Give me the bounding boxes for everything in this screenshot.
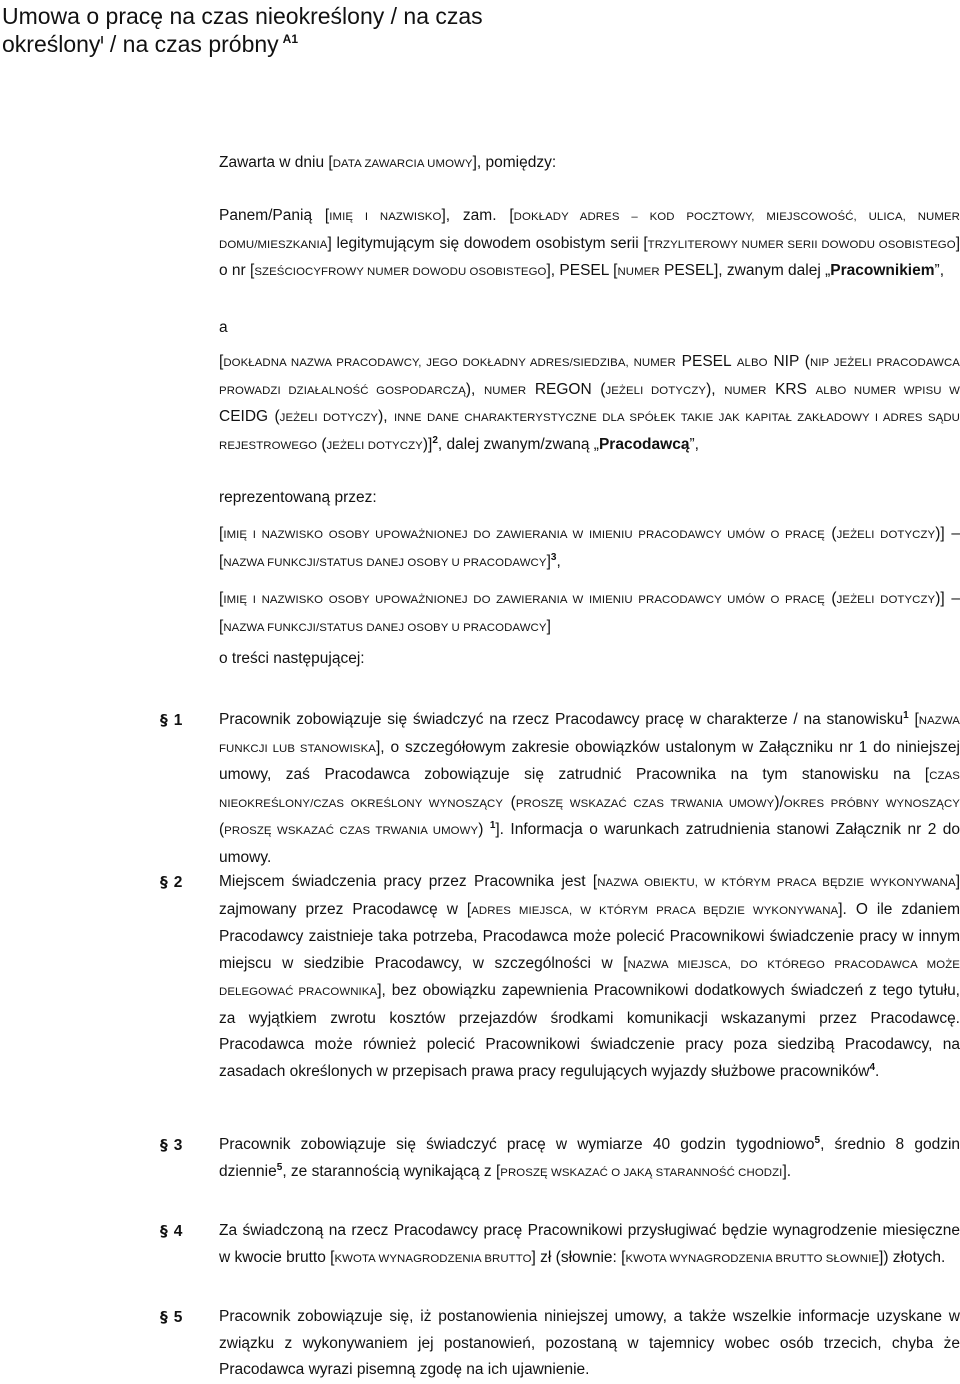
section-number-5 [160, 1304, 212, 1332]
section-number-4 [160, 1218, 212, 1246]
content-intro: o treści następującej: [219, 650, 365, 667]
footnote-ref: 4 [869, 1061, 876, 1073]
placeholder-text: IMIĘ I NAZWISKO OSOBY UPOWAŻNIONEJ DO ZAWIERANIA W IMIENIU PRACODAWCY UMÓW O PRACĘ [223, 529, 825, 541]
placeholder-text: NAZWA FUNKCJI/STATUS DANEJ OSOBY U PRACODAWCY [223, 621, 547, 634]
placeholder-text: JEŻELI DOTYCZY [836, 529, 936, 541]
placeholder-text: JEŻELI DOTYCZY [279, 412, 379, 424]
title-footnote-i: I [100, 34, 104, 47]
body-text: , średnio 8 godzin dziennie [219, 1136, 960, 1180]
placeholder-text: PROSZĘ WSKAZAĆ CZAS TRWANIA UMOWY [515, 797, 775, 810]
concluded-text-end: ], pomiędzy: [472, 154, 557, 171]
body-text: Miejscem świadczenia pracy przez Pracownika jest [ [219, 873, 598, 890]
placeholder-text: ALBO [736, 357, 768, 369]
body-text: [ [219, 353, 224, 370]
placeholder-text: INNE DANE CHARAKTERYSTYCZNE DLA SPÓŁEK TAKIE JAK KAPITAŁ ZAKŁADOWY I ADRES SĄDU REJESTROWEGO [219, 412, 960, 452]
title-line-2-rest: / na czas próbny [103, 31, 279, 57]
section-number-1 [160, 707, 212, 735]
body-text: ] legitymującym się dowodem osobistym serii [ [327, 234, 648, 252]
body-text: ( [824, 590, 837, 607]
representative-1-footnote: 3 [550, 551, 557, 563]
placeholder-text: KWOTA WYNAGRODZENIA BRUTTO SŁOWNIE [625, 1252, 880, 1265]
section-number: 1 [173, 712, 183, 729]
section-symbol: § [160, 1222, 168, 1240]
date-placeholder: DATA ZAWARCIA UMOWY [332, 158, 473, 170]
body-text: )] – [ [219, 525, 960, 570]
body-text: KRS [766, 380, 816, 398]
section-3-text [219, 1132, 960, 1186]
body-text: ], bez obowiązku zapewnienia Pracownikowi dodatkowych świadczeń z tego tytułu, za wyjątkiem zwrotu kosztów przejazdów środkami komunikacji wskazanymi przez Pracodawcę. Pracodawca może również polecić Pracownikowi świadczenie pracy poza siedzibą Pracodawcy, na zasadach określonych w przepisach prawa pracy regulujących wyjazdy służbowe pracowników [219, 982, 960, 1080]
placeholder-text: TRZYLITEROWY NUMER SERII DOWODU OSOBISTEGO [647, 238, 956, 251]
section-symbol: § [160, 1136, 168, 1154]
title-line-2: określony [2, 31, 101, 57]
placeholder-text: OKRES PRÓBNY WYNOSZĄCY [783, 797, 960, 810]
placeholder-text: DOKŁADNA NAZWA PRACODAWCY, JEGO DOKŁADNY ADRES/SIEDZIBA, NUMER [223, 357, 676, 369]
placeholder-text: JEŻELI DOTYCZY [836, 594, 936, 606]
body-text: Za świadczoną na rzecz Pracodawcy pracę Pracownikowi przysługiwać będzie wynagrodzenie miesięczne w kwocie brutto [ [219, 1222, 960, 1266]
section-number: 3 [173, 1137, 183, 1154]
footnote-ref: 1 [489, 819, 496, 831]
placeholder-text: ALBO NUMER WPISU W [815, 384, 960, 397]
concluded-on-line [219, 150, 960, 178]
body-text: ], zam. [ [441, 207, 514, 224]
body-text: PESEL], zwanym dalej „ [659, 262, 831, 279]
body-text: [ [219, 525, 224, 542]
body-text: ]. O ile zdaniem Pracodawcy zaistnieje taka potrzeba, Pracodawca może polecić Pracownikowi świadczenie pracy w innym miejscu w siedzibie Pracodawcy, w szczególności w [ [219, 900, 960, 972]
body-text: ( [219, 821, 225, 838]
section-symbol: § [160, 1308, 168, 1326]
employer-end: ”, [689, 435, 699, 453]
placeholder-text: ADRES MIEJSCA, W KTÓRYM PRACA BĘDZIE WYKONYWANA [471, 904, 839, 917]
section-1-text [219, 707, 960, 871]
placeholder-text: IMIĘ I NAZWISKO OSOBY UPOWAŻNIONEJ DO ZAWIERANIA W IMIENIU PRACODAWCY UMÓW O PRACĘ [223, 594, 825, 606]
body-text: ), [465, 380, 484, 398]
employer-defined-term: Pracodawcą [598, 435, 690, 453]
placeholder-text: CZAS NIEOKREŚLONY/CZAS OKREŚLONY WYNOSZĄCY [219, 770, 960, 810]
body-text: [ [908, 711, 919, 728]
conjunction-a: a [219, 319, 228, 336]
employer-tail: , dalej zwanym/zwaną „ [437, 435, 599, 453]
body-text: )] – [ [219, 590, 960, 635]
body-text: ), [378, 408, 394, 425]
section-number-2 [160, 869, 212, 897]
body-text: PESEL [675, 353, 737, 370]
placeholder-text: JEŻELI DOTYCZY [326, 439, 423, 452]
concluded-text: Zawarta w dniu [ [219, 154, 333, 171]
section-4-text [219, 1218, 960, 1272]
placeholder-text: PROSZĘ WSKAZAĆ O JAKĄ STARANNOŚĆ CHODZI [500, 1166, 783, 1179]
section-number: 4 [173, 1223, 183, 1240]
section-2-text [219, 869, 960, 1085]
placeholder-text: JEŻELI DOTYCZY [605, 384, 707, 397]
representative-1-text [219, 525, 960, 570]
body-text: ]. [782, 1162, 792, 1180]
placeholder-text: NUMER [617, 266, 660, 278]
body-text: ] zł (słownie: [ [531, 1248, 626, 1266]
represented-by: reprezentowaną przez: [219, 489, 377, 506]
placeholder-text: NIP JEŻELI PRACODAWCA PROWADZI DZIAŁALNOŚĆ GOSPODARCZĄ [219, 357, 960, 397]
footnote-ref: 5 [814, 1134, 821, 1146]
body-text: CEIDG ( [219, 408, 280, 425]
representative-2 [219, 586, 960, 641]
employee-end: ”, [934, 262, 944, 279]
section-symbol: § [160, 873, 168, 891]
placeholder-text: PROSZĘ WSKAZAĆ CZAS TRWANIA UMOWY [224, 825, 479, 837]
placeholder-text: NAZWA OBIEKTU, W KTÓRYM PRACA BĘDZIE WYKONYWANA [597, 877, 956, 889]
placeholder-text: IMIĘ I NAZWISKO [329, 211, 442, 223]
body-text: ( [503, 793, 516, 811]
placeholder-text: NUMER [483, 384, 527, 397]
body-text: ] [546, 552, 551, 570]
body-text: REGON ( [526, 380, 606, 398]
body-text: , ze starannością wynikającą z [ [282, 1162, 501, 1180]
body-text: ]) złotych. [879, 1248, 946, 1266]
placeholder-text: NAZWA FUNKCJI LUB STANOWISKA [219, 715, 960, 755]
employer-party [219, 349, 960, 459]
title-line-1: Umowa o pracę na czas nieokreślony / na czas [2, 3, 483, 29]
placeholder-text: SZEŚCIOCYFROWY NUMER DOWODU OSOBISTEGO [254, 266, 547, 278]
section-number-3 [160, 1132, 212, 1160]
body-text: NIP ( [767, 353, 810, 370]
body-text: Pracownik zobowiązuje się, iż postanowienia niniejszej umowy, a także wszelkie informacje uzyskane w związku z wykonywaniem jej postanowień, pozostaną w tajemnicy wobec osób trzecich, chyba że Pracodawca wyrazi pisemną zgodę na ich ujawnienie. [219, 1308, 960, 1378]
body-text: )/ [774, 793, 784, 811]
body-text: ] o nr [ [219, 234, 960, 279]
body-text: ) [478, 821, 490, 838]
section-5-text [219, 1304, 960, 1384]
body-text: Pracownik zobowiązuje się świadczyć na rzecz Pracodawcy pracę w charakterze / na stanowisku [219, 711, 904, 728]
body-text: )] [422, 435, 433, 453]
section-number: 2 [173, 874, 183, 891]
representative-1-end: , [556, 552, 561, 570]
body-text: ), [706, 380, 725, 398]
section-symbol: § [160, 711, 168, 729]
representative-1 [219, 521, 960, 576]
body-text: Pracownik zobowiązuje się świadczyć pracę w wymiarze 40 godzin tygodniowo [219, 1136, 815, 1153]
body-text: ] [546, 617, 551, 635]
body-text: . [875, 1062, 880, 1080]
placeholder-text: NAZWA FUNKCJI/STATUS DANEJ OSOBY U PRACODAWCY [223, 556, 547, 569]
title-footnote-a1: A1 [282, 32, 298, 47]
representative-2-text [219, 590, 960, 635]
body-text: ], o szczegółowym zakresie obowiązków ustalonym w Załączniku nr 1 do niniejszej umowy, zaś Pracodawca zobowiązuje się zatrudnić Pracownika na tym stanowisku na [ [219, 738, 960, 783]
document-title [2, 2, 562, 58]
footnote-ref: 5 [276, 1161, 283, 1173]
body-text: ]. Informacja o warunkach zatrudnienia stanowi Załącznik nr 2 do umowy. [219, 821, 960, 866]
body-text: ( [824, 525, 837, 542]
placeholder-text: NUMER [724, 384, 767, 397]
body-text: Panem/Panią [ [219, 207, 330, 224]
body-text: ( [317, 435, 327, 453]
body-text: ], PESEL [ [546, 262, 618, 279]
body-text: ] zajmowany przez Pracodawcę w [ [219, 873, 960, 918]
placeholder-text: NAZWA MIEJSCA, DO KTÓREGO PRACODAWCA MOŻE DELEGOWAĆ PRACOWNIKA [219, 958, 960, 998]
employee-party [219, 203, 960, 286]
employee-defined-term: Pracownikiem [830, 262, 935, 279]
section-number: 5 [173, 1309, 183, 1326]
placeholder-text: DOKŁADY ADRES – KOD POCZTOWY, MIEJSCOWOŚĆ, ULICA, NUMER DOMU/MIESZKANIA [219, 211, 960, 251]
footnote-ref: 1 [903, 709, 909, 721]
placeholder-text: KWOTA WYNAGRODZENIA BRUTTO [334, 1252, 532, 1265]
body-text: [ [219, 590, 224, 607]
employer-footnote: 2 [432, 434, 438, 446]
